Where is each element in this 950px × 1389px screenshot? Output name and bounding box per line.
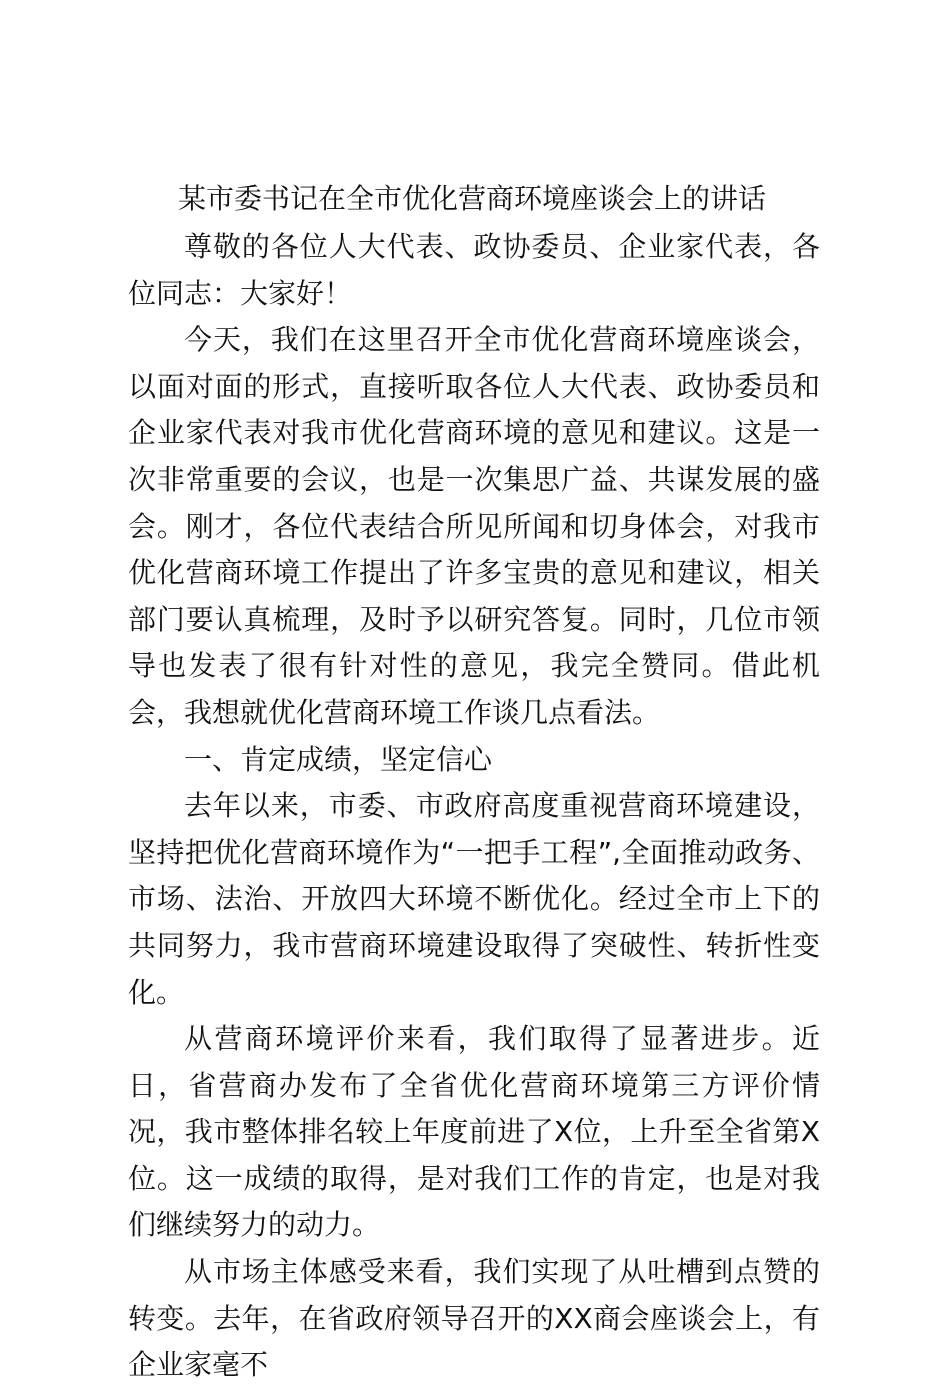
document-title: 某市委书记在全市优化营商环境座谈会上的讲话 — [178, 182, 767, 215]
market-paragraph: 从市场主体感受来看，我们实现了从吐槽到点赞的转变。去年，在省政府领导召开的XX商会座谈会上，有企业家毫不 — [128, 1255, 820, 1382]
opening-paragraph: 今天，我们在这里召开全市优化营商环境座谈会，以面对面的形式，直接听取各位人大代表、政协委员和企业家代表对我市优化营商环境的意见和建议。这是一次非常重要的会议，也是一次集思广益、共谋发展的盛会。刚才，各位代表结合所见所闻和切身体会，对我市优化营商环境工作提出了许多宝贵的意见和建议，相关部门要认真梳理，及时予以研究答复。同时，几位市领导也发表了很有针对性的意见，我完全赞同。借此机会，我想就优化营商环境工作谈几点看法。 — [128, 323, 820, 729]
achievement-paragraph: 去年以来，市委、市政府高度重视营商环境建设，坚持把优化营商环境作为“一把手工程”,全面推动政务、市场、法治、开放四大环境不断优化。经过全市上下的共同努力，我市营商环境建设取得了突破性、转折性变化。 — [128, 789, 820, 1009]
document-body — [128, 224, 820, 1389]
evaluation-paragraph: 从营商环境评价来看，我们取得了显著进步。近日，省营商办发布了全省优化营商环境第三方评价情况，我市整体排名较上年度前进了X位，上升至全省第X位。这一成绩的取得，是对我们工作的肯定，也是对我们继续努力的动力。 — [128, 1022, 820, 1242]
salutation-paragraph: 尊敬的各位人大代表、政协委员、企业家代表，各位同志：大家好！ — [128, 230, 820, 310]
section-heading: 一、肯定成绩，坚定信心 — [184, 742, 493, 776]
